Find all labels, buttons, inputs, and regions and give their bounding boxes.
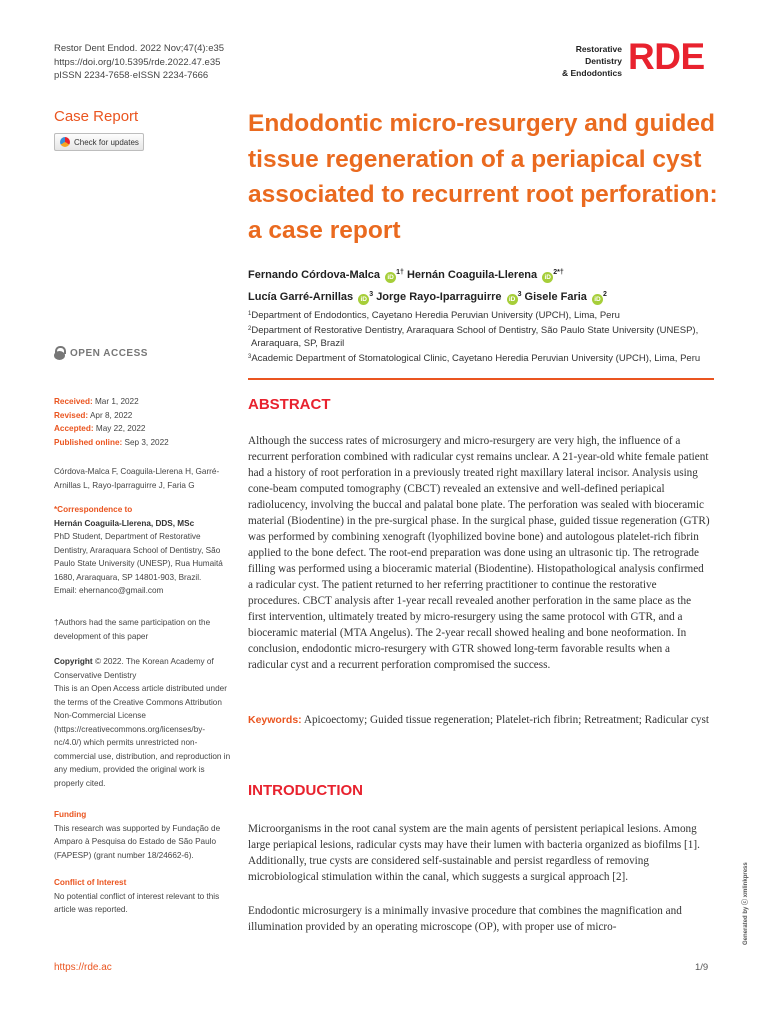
introduction-paragraph: Microorganisms in the root canal system are the main agents of persistent periapical lesions. Among large periapical lesions, radicular cysts may have their lumen with bacteria organized as biofilms [1]. Additionally, true cysts are considered self-sustainable and persist regardless of removing microbiological stimulation within the canal, which suggests a surgical approach [2].: [248, 823, 700, 883]
correspondence-heading: *Correspondence to: [54, 505, 133, 514]
author-contribution-note: †Authors had the same participation on the development of this paper: [54, 618, 211, 641]
orcid-icon[interactable]: iD: [358, 294, 369, 305]
journal-logo-words: Restorative Dentistry & Endodontics: [562, 44, 622, 78]
article-type: Case Report: [54, 108, 139, 125]
footer-link[interactable]: https://rde.ac: [54, 962, 112, 973]
journal-logo-mark: RDE: [628, 36, 705, 77]
check-for-updates-button[interactable]: [54, 133, 144, 151]
funding-text: This research was supported by Fundação de Amparo à Pesquisa do Estado de São Paulo (FAPESP) (grant number 18/24662-6).: [54, 823, 221, 860]
journal-citation: [54, 42, 224, 83]
funding-heading: Funding: [54, 810, 87, 819]
issn-line: pISSN 2234-7658·eISSN 2234-7666: [54, 70, 209, 81]
journal-logo: [560, 36, 720, 82]
abstract-heading: ABSTRACT: [248, 396, 331, 413]
affiliation: $^2$Department of Restorative Dentistry, Araraquara School of Dentistry, São Paulo State University (UNESP), Araraquara, SP, Brazil: [248, 324, 699, 349]
abstract-text: Although the success rates of microsurgery and micro-resurgery are very high, the influence of a recurrent perforation combined with radicular cyst remains unclear. A 21-year-old white female patient had a history of root perforation in a previously treated right maxillary lateral incisor. Analysis using cone-beam computed tomography (CBCT) revealed an extensive and well-defined periapical radiolucency, involving the buccal and palatal bone plate. The perforation was sealed with bioceramic material (Biodentine) in the pre-surgical phase. In the surgical phase, guided tissue regeneration (GTR) was performed by combining xenograft (lyophilized bovine bone) and autologous platelet-rich fibrin applied to the bone defect. The root-end preparation was done using an ultrasonic tip. The retrograde filling was performed using a bioceramic material (Biodentine). Histopathological analysis confirmed a radicular cyst. The patient returned to her referring practitioner to continue the restorative procedures. CBCT analysis after 1-year recall revealed another perforation in the same place as the first intervention, ultimately treated by micro-resurgery using the same protocol with GTR, and a bioceramic material (MTA Angelus). The 2-year recall showed healing and bone neoformation. In conclusion, endodontic micro-resurgery with GTR showed long-term favorable results when a radicular cyst and a recurrent perforation compromised the success.: [248, 435, 710, 671]
check-for-updates-icon: [60, 137, 70, 147]
author[interactable]: Lucía Garré-Arnillas $iD^3$: [248, 291, 374, 303]
affiliation: $^3$Academic Department of Stomatological Clinic, Cayetano Heredia Peruvian University (UPCH), Lima, Peru: [248, 352, 701, 364]
section-divider: [248, 378, 714, 380]
author[interactable]: Jorge Rayo-Iparraguirre $iD^3$: [376, 291, 522, 303]
affiliation: $^1$Department of Endodontics, Cayetano Heredia Peruvian University (UPCH), Lima, Peru: [248, 310, 620, 321]
date-published: Published online: Sep 3, 2022: [54, 437, 169, 447]
introduction-heading: INTRODUCTION: [248, 782, 363, 799]
date-accepted: Accepted: May 22, 2022: [54, 424, 146, 433]
correspondence: [54, 503, 232, 598]
check-for-updates-label: Check for updates: [74, 137, 139, 147]
copyright-notice: Copyright © 2022. The Korean Academy of Conservative Dentistry This is an Open Access article distributed under the terms of the Creative Commons Attribution Non-Commercial License (https://creativecommons.org/licenses/by-nc/4.0/) which permits unrestricted non-commercial use, distribution, and reproduction in any medium, provided the original work is properly cited.: [54, 655, 232, 790]
license-text: This is an Open Access article distributed under the terms of the Creative Commons Attribution Non-Commercial License (https://creativecommons.org/licenses/by-nc/4.0/) which permits unrestricted non-commercial use, distribution, and reproduction in any medium, provided the original work is properly cited.: [54, 684, 231, 788]
correspondence-address: PhD Student, Department of Restorative Dentistry, Araraquara School of Dentistry, São Paulo State University (UNESP), Rua Humaitá 1680, Araraquara, SP 14801-903, Brazil.: [54, 532, 223, 582]
author[interactable]: Fernando Córdova-Malca $iD^{1\dagger}$: [248, 269, 404, 281]
author[interactable]: Hernán Coaguila-Llerena $iD^{2*\dagger}$: [406, 269, 564, 281]
author-list: [248, 263, 728, 307]
citation-line: Restor Dent Endod. 2022 Nov;47(4):e35: [54, 43, 225, 54]
doi-link[interactable]: https://doi.org/10.5395/rde.2022.47.e35: [54, 56, 221, 68]
open-access-badge: OPEN ACCESS: [54, 346, 148, 360]
copyright-label: Copyright: [54, 657, 93, 666]
funding-section: [54, 808, 232, 862]
conflict-of-interest-section: [54, 876, 232, 917]
conflict-text: No potential conflict of interest relevant to this article was reported.: [54, 891, 220, 914]
orcid-icon[interactable]: iD: [592, 294, 603, 305]
orcid-icon[interactable]: iD: [385, 272, 396, 283]
orcid-icon[interactable]: iD: [542, 272, 553, 283]
introduction-paragraph: Endodontic microsurgery is a minimally invasive procedure that combines the magnification and illumination provided by an operating microscope (OP), with proper use of micro-: [248, 905, 682, 933]
open-access-lock-icon: [54, 346, 65, 360]
conflict-heading: Conflict of Interest: [54, 878, 127, 887]
generator-credit: Generated by ⓒ xmlinkpress: [743, 862, 749, 945]
how-to-cite: Córdova-Malca F, Coaguila-Llerena H, Garré-Arnillas L, Rayo-Iparraguirre J, Faria G: [54, 467, 220, 490]
page-number: 1/9: [695, 962, 709, 973]
author[interactable]: Gisele Faria $iD^2$: [524, 291, 607, 303]
keywords: Keywords: Apicoectomy; Guided tissue regeneration; Platelet-rich fibrin; Retreatment; Radicular cyst: [248, 714, 709, 726]
article-title: Endodontic micro-resurgery and guided tissue regeneration of a periapical cyst associated to recurrent root perforation: a case report: [248, 110, 718, 244]
date-received: Received: Mar 1, 2022: [54, 397, 139, 406]
orcid-icon[interactable]: iD: [507, 294, 518, 305]
affiliations: [248, 308, 718, 365]
correspondence-name: Hernán Coaguila-Llerena, DDS, MSc: [54, 518, 195, 528]
date-revised: Revised: Apr 8, 2022: [54, 410, 133, 420]
keywords-label: Keywords:: [248, 714, 302, 726]
correspondence-email[interactable]: Email: ehernanco@gmail.com: [54, 586, 164, 595]
article-dates: [54, 395, 232, 449]
